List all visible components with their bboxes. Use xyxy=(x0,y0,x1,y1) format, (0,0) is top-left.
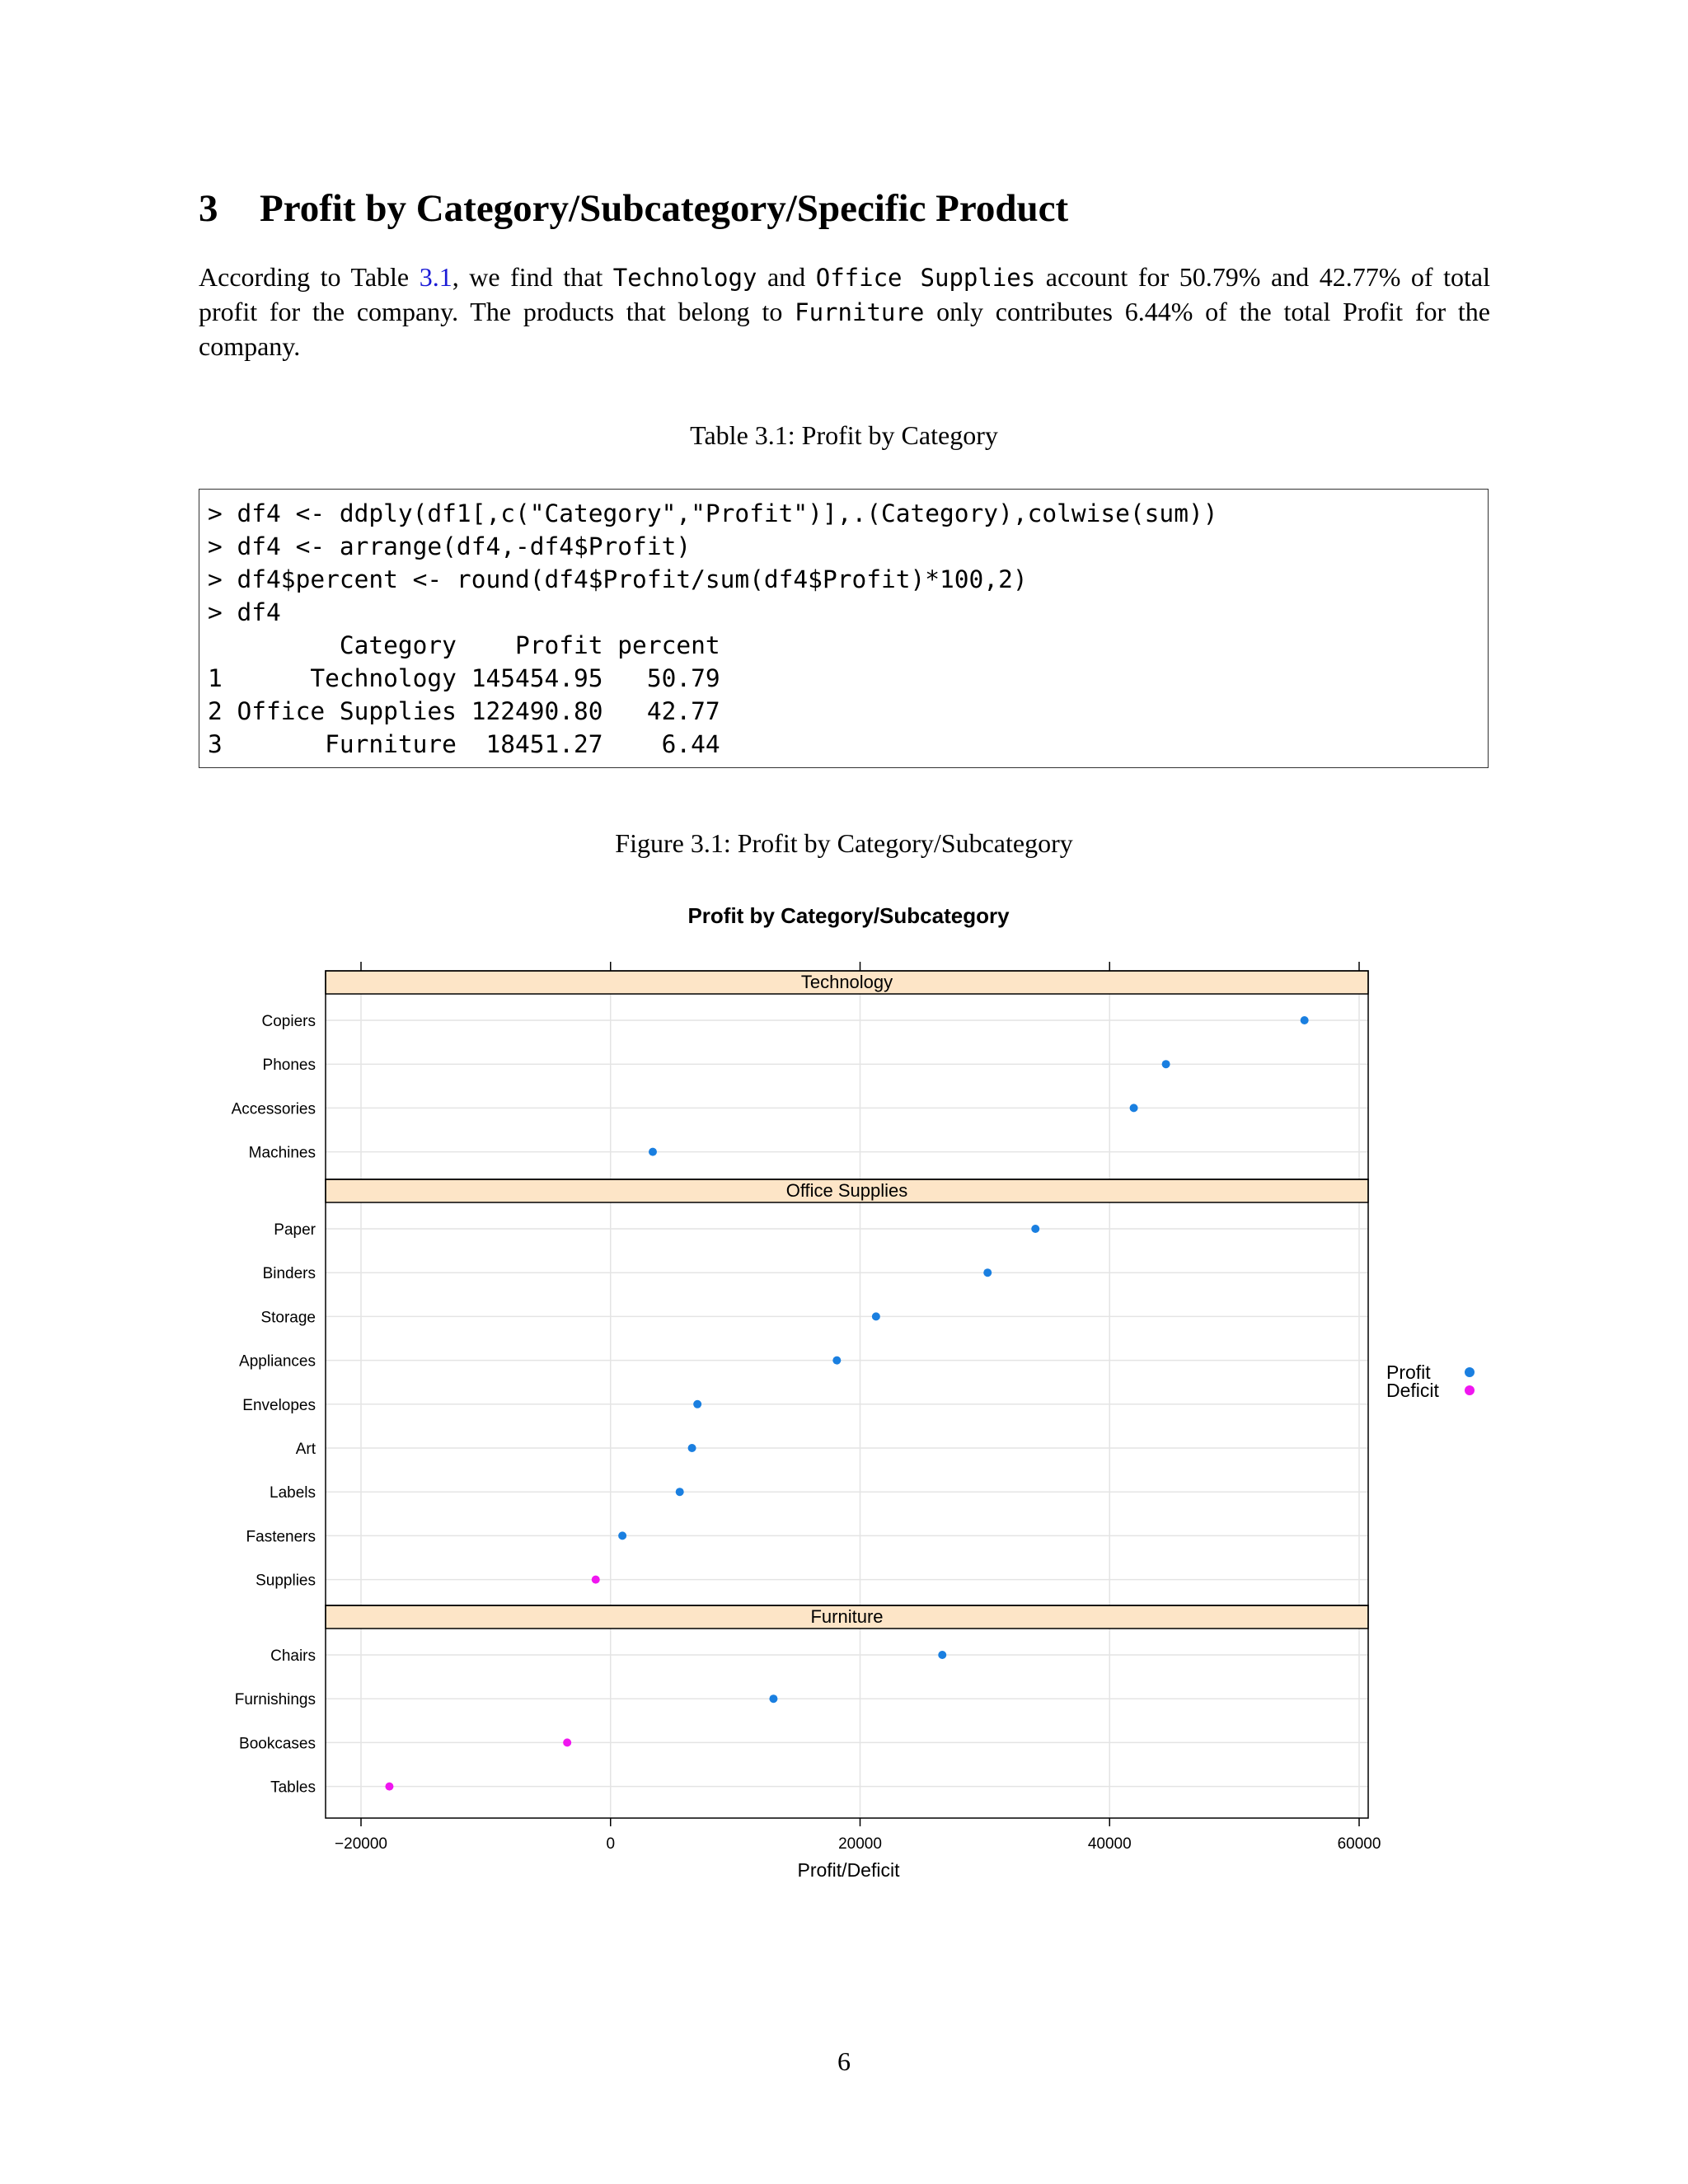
subcategory-label: Supplies xyxy=(256,1572,316,1590)
x-tick-label: 40000 xyxy=(1087,1835,1132,1853)
subcategory-label: Art xyxy=(295,1441,316,1458)
code-line: 3 Furniture 18451.27 6.44 xyxy=(208,730,720,758)
subcategory-label: Phones xyxy=(262,1057,316,1075)
inline-code-technology: Technology xyxy=(612,264,757,292)
section-title: Profit by Category/Subcategory/Specific Product xyxy=(260,187,1069,230)
data-point xyxy=(1301,1016,1309,1024)
data-point xyxy=(872,1312,880,1320)
subcategory-label: Bookcases xyxy=(239,1735,316,1753)
data-point xyxy=(649,1148,657,1156)
data-point xyxy=(832,1357,841,1365)
table-caption: Table 3.1: Profit by Category xyxy=(690,420,998,450)
chart-title: Profit by Category/Subcategory xyxy=(687,903,1010,928)
section-number: 3 xyxy=(199,187,218,230)
subcategory-label: Fasteners xyxy=(246,1528,316,1546)
inline-code-furniture: Furniture xyxy=(795,298,925,326)
code-line: > df4 xyxy=(208,598,281,626)
subcategory-label: Envelopes xyxy=(242,1396,316,1414)
x-tick-label: −20000 xyxy=(335,1835,387,1853)
data-point xyxy=(1130,1104,1138,1112)
data-point xyxy=(563,1738,571,1746)
data-point xyxy=(618,1531,626,1540)
data-point xyxy=(693,1400,701,1408)
code-output-box xyxy=(199,489,1489,768)
panel-strip-label: Furniture xyxy=(810,1606,884,1627)
subcategory-label: Copiers xyxy=(261,1013,316,1030)
panel-border xyxy=(326,971,1368,1179)
section-heading xyxy=(199,188,1501,231)
code-line: 2 Office Supplies 122490.80 42.77 xyxy=(208,697,720,725)
subcategory-label: Machines xyxy=(248,1144,316,1162)
code-line: Category Profit percent xyxy=(208,631,720,659)
dot-plot xyxy=(0,890,1688,1904)
data-point xyxy=(938,1651,946,1659)
x-tick-label: 60000 xyxy=(1337,1835,1381,1853)
figure-caption: Figure 3.1: Profit by Category/Subcategory xyxy=(615,828,1073,858)
legend-marker xyxy=(1465,1367,1475,1377)
subcategory-label: Appliances xyxy=(239,1352,316,1371)
subcategory-label: Paper xyxy=(274,1221,316,1239)
table-reference-link[interactable]: 3.1 xyxy=(419,262,452,292)
data-point xyxy=(983,1268,992,1277)
code-line: > df4 <- arrange(df4,-df4$Profit) xyxy=(208,532,692,560)
subcategory-label: Tables xyxy=(270,1779,316,1797)
x-tick-label: 20000 xyxy=(838,1835,882,1853)
code-line: > df4$percent <- round(df4$Profit/sum(df4$Profit)*100,2) xyxy=(208,565,1028,593)
data-point xyxy=(1031,1225,1039,1233)
panel-strip-label: Technology xyxy=(800,972,893,992)
intro-paragraph xyxy=(199,260,1490,363)
page-number: 6 xyxy=(837,2046,851,2076)
x-tick-label: 0 xyxy=(606,1835,616,1853)
panel-strip-label: Office Supplies xyxy=(785,1180,908,1201)
inline-code-office-supplies: Office Supplies xyxy=(815,264,1036,292)
code-block xyxy=(208,497,1488,761)
paragraph-text: only contributes 6.44% of the total Profit for the company. xyxy=(199,297,1491,361)
subcategory-label: Labels xyxy=(270,1484,316,1502)
data-point xyxy=(385,1783,393,1791)
data-point xyxy=(769,1694,777,1703)
subcategory-label: Chairs xyxy=(270,1647,316,1665)
legend-marker xyxy=(1465,1385,1475,1395)
paragraph-text: and xyxy=(757,262,816,292)
legend-label: Deficit xyxy=(1386,1380,1439,1401)
data-point xyxy=(688,1444,696,1452)
panel-border xyxy=(326,1179,1368,1605)
data-point xyxy=(1162,1060,1170,1068)
dot-plot-figure xyxy=(0,890,1688,1904)
code-line: > df4 <- ddply(df1[,c("Category","Profit")],.(Category),colwise(sum)) xyxy=(208,499,1218,527)
code-line: 1 Technology 145454.95 50.79 xyxy=(208,664,720,692)
paragraph-text: account for 50.79% and 42.77% of total profit for the company. The products that belong to xyxy=(199,262,1491,326)
legend-label: Profit xyxy=(1386,1361,1431,1383)
subcategory-label: Accessories xyxy=(231,1100,316,1118)
paragraph-text: , we find that xyxy=(452,262,613,292)
data-point xyxy=(592,1576,600,1584)
data-point xyxy=(676,1488,684,1496)
subcategory-label: Storage xyxy=(260,1309,316,1327)
x-axis-label: Profit/Deficit xyxy=(797,1859,900,1881)
subcategory-label: Binders xyxy=(262,1265,316,1283)
paragraph-text: According to Table xyxy=(199,262,420,292)
subcategory-label: Furnishings xyxy=(234,1691,316,1709)
